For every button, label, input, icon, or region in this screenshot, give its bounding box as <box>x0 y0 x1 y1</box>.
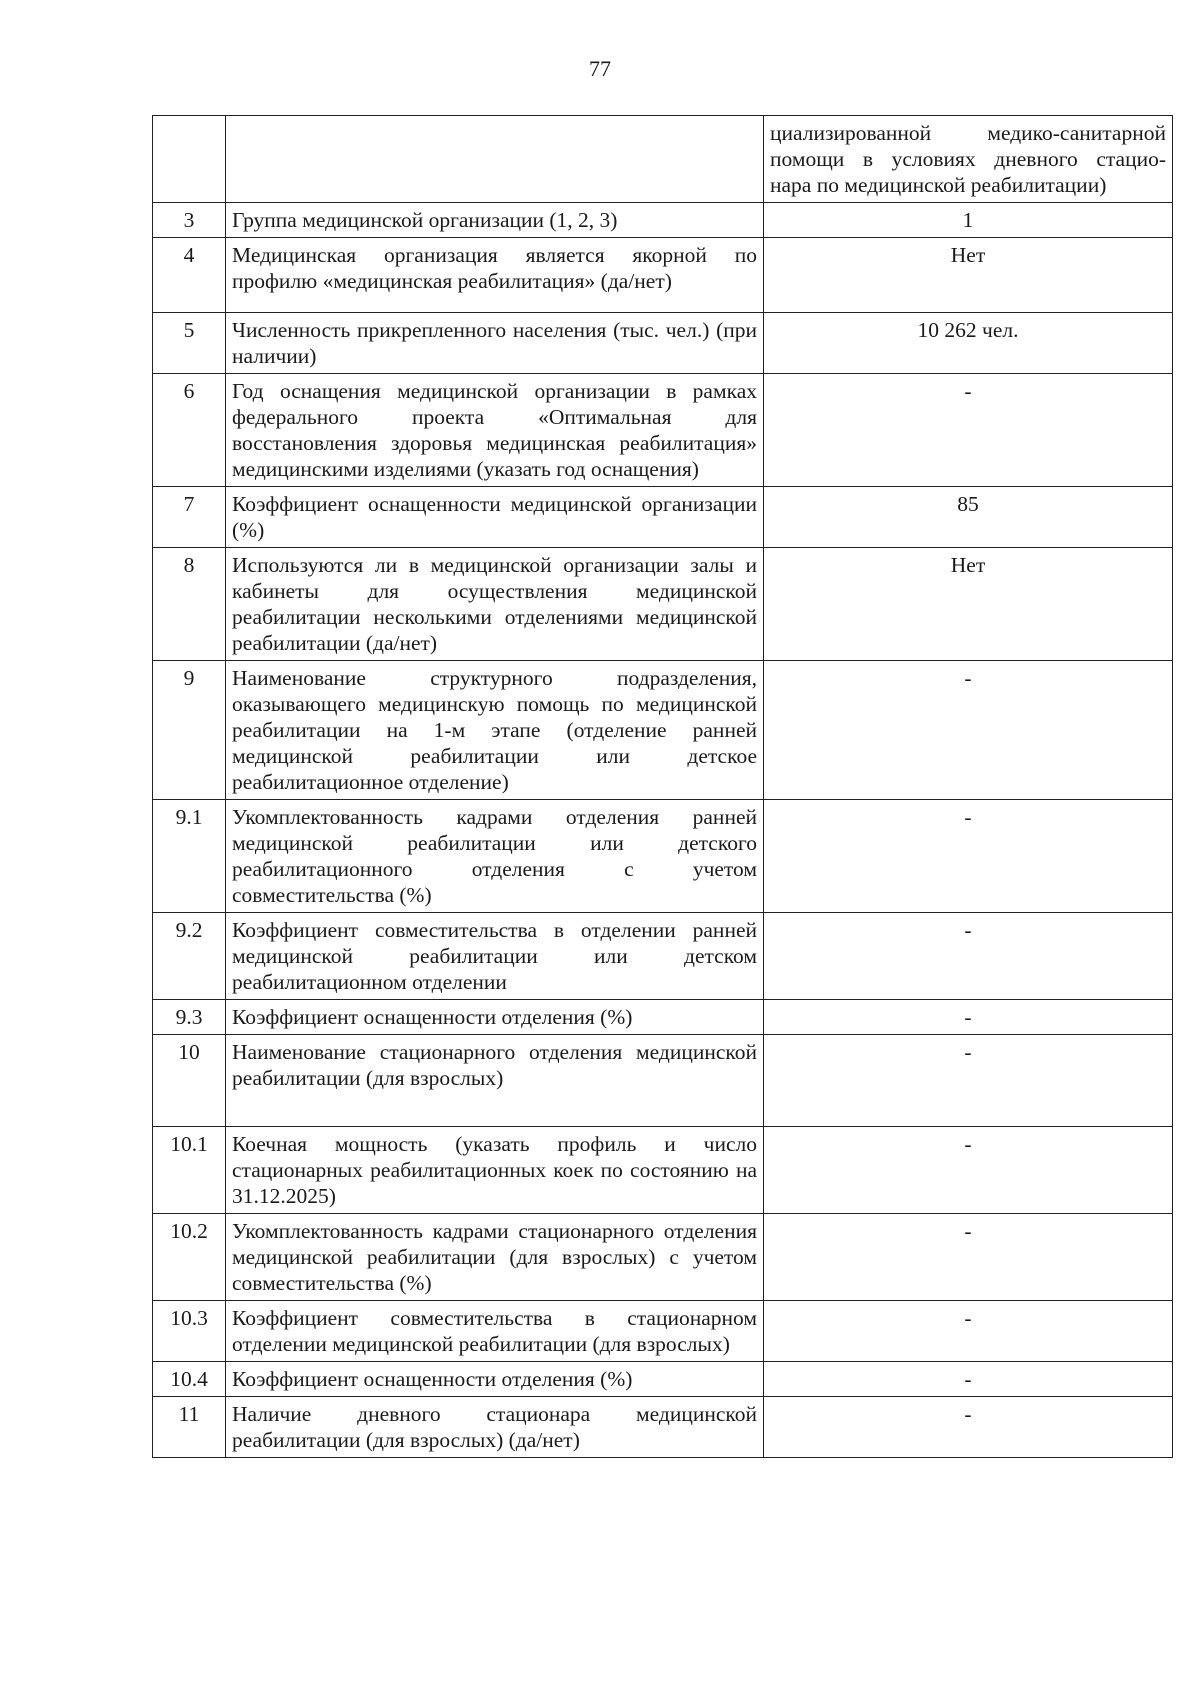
row-value: 10 262 чел. <box>764 313 1173 374</box>
row-number: 11 <box>153 1397 226 1458</box>
table-row <box>153 548 1173 661</box>
table-row <box>153 1035 1173 1127</box>
table-row <box>153 487 1173 548</box>
row-value: - <box>764 374 1173 487</box>
row-number: 4 <box>153 238 226 313</box>
row-number: 10.1 <box>153 1127 226 1214</box>
value-line: циализированной медико-санитарной <box>770 121 1166 145</box>
row-description: Группа медицинской организации (1, 2, 3) <box>226 203 764 238</box>
table-row <box>153 238 1173 313</box>
table-row-continuation <box>153 116 1173 203</box>
table-row <box>153 800 1173 913</box>
row-number: 10.2 <box>153 1214 226 1301</box>
row-value: - <box>764 1214 1173 1301</box>
row-number: 10.4 <box>153 1362 226 1397</box>
row-value: - <box>764 1301 1173 1362</box>
row-description: Коэффициент совместительства в стационарном отделении медицинской реабилитации (для взрослых) <box>226 1301 764 1362</box>
table-row <box>153 1214 1173 1301</box>
table-row <box>153 1362 1173 1397</box>
row-description: Используются ли в медицинской организации залы и кабинеты для осуществления медицинской реабилитации несколькими отделениями медицинской реабилитации (да/нет) <box>226 548 764 661</box>
row-description: Коэффициент оснащенности отделения (%) <box>226 1000 764 1035</box>
row-description: Укомплектованность кадрами стационарного отделения медицинской реабилитации (для взрослых) с учетом совместительства (%) <box>226 1214 764 1301</box>
row-value: - <box>764 1035 1173 1127</box>
row-value: Нет <box>764 548 1173 661</box>
table-row <box>153 1301 1173 1362</box>
row-description: Численность прикрепленного населения (тыс. чел.) (при наличии) <box>226 313 764 374</box>
row-number: 7 <box>153 487 226 548</box>
row-number: 6 <box>153 374 226 487</box>
table-row <box>153 1000 1173 1035</box>
table-row <box>153 313 1173 374</box>
row-value: - <box>764 800 1173 913</box>
row-number <box>153 116 226 203</box>
row-number: 10 <box>153 1035 226 1127</box>
row-description <box>226 116 764 203</box>
row-value: - <box>764 1362 1173 1397</box>
row-number: 9.1 <box>153 800 226 913</box>
row-description: Коечная мощность (указать профиль и число стационарных реабилитационных коек по состоянию на 31.12.2025) <box>226 1127 764 1214</box>
row-description: Год оснащения медицинской организации в рамках федерального проекта «Оптимальная для восстановления здоровья медицинская реабилитация» медицинскими изделиями (указать год оснащения) <box>226 374 764 487</box>
row-value: 1 <box>764 203 1173 238</box>
row-number: 9.3 <box>153 1000 226 1035</box>
row-value: 85 <box>764 487 1173 548</box>
row-number: 3 <box>153 203 226 238</box>
value-line: помощи в условиях дневного стацио- <box>770 147 1166 171</box>
table-row <box>153 203 1173 238</box>
row-description: Наличие дневного стационара медицинской реабилитации (для взрослых) (да/нет) <box>226 1397 764 1458</box>
table-row <box>153 1127 1173 1214</box>
row-number: 5 <box>153 313 226 374</box>
table-row <box>153 661 1173 800</box>
table-row <box>153 374 1173 487</box>
table-row <box>153 913 1173 1000</box>
row-description: Коэффициент совместительства в отделении ранней медицинской реабилитации или детском реабилитационном отделении <box>226 913 764 1000</box>
row-description: Медицинская организация является якорной по профилю «медицинская реабилитация» (да/нет) <box>226 238 764 313</box>
row-value: - <box>764 913 1173 1000</box>
row-value: - <box>764 661 1173 800</box>
row-value: - <box>764 1127 1173 1214</box>
row-description: Коэффициент оснащенности отделения (%) <box>226 1362 764 1397</box>
row-number: 9 <box>153 661 226 800</box>
row-description: Коэффициент оснащенности медицинской организации (%) <box>226 487 764 548</box>
page-number: 77 <box>589 56 611 81</box>
row-description: Наименование стационарного отделения медицинской реабилитации (для взрослых) <box>226 1035 764 1127</box>
table-row <box>153 1397 1173 1458</box>
row-value: Нет <box>764 238 1173 313</box>
row-number: 10.3 <box>153 1301 226 1362</box>
row-value <box>764 116 1173 203</box>
value-line: нара по медицинской реабилитации) <box>770 173 1107 197</box>
row-number: 8 <box>153 548 226 661</box>
row-value: - <box>764 1397 1173 1458</box>
row-description: Укомплектованность кадрами отделения ранней медицинской реабилитации или детского реабилитационного отделения с учетом совместительства (%) <box>226 800 764 913</box>
row-value: - <box>764 1000 1173 1035</box>
row-description: Наименование структурного подразделения, оказывающего медицинскую помощь по медицинской реабилитации на 1-м этапе (отделение ранней медицинской реабилитации или детское реабилитационное отделение) <box>226 661 764 800</box>
document-table <box>152 115 1173 1458</box>
row-number: 9.2 <box>153 913 226 1000</box>
